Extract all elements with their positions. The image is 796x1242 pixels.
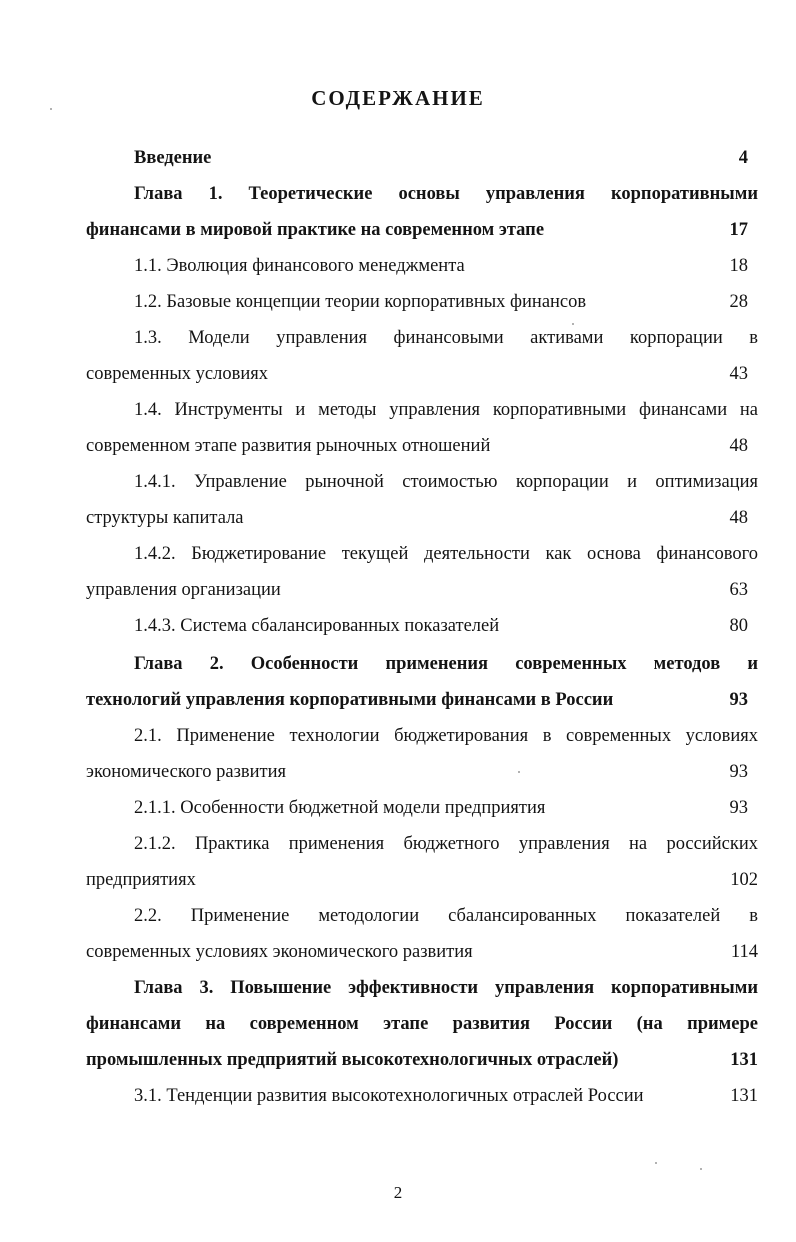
- toc-line: финансами в мировой практике на современном этапе 17: [86, 212, 758, 248]
- toc-page-number: 102: [730, 870, 758, 890]
- toc-entry-2-1: [86, 718, 758, 790]
- toc-line: 1.4. Инструменты и методы управления корпоративными финансами на: [134, 400, 758, 420]
- toc-entry-1-3: [86, 320, 758, 392]
- toc-line: 1.4.2. Бюджетирование текущей деятельности как основа финансового: [134, 544, 758, 564]
- toc-entry-1-1: [86, 248, 758, 284]
- toc-line: 2.1.1. Особенности бюджетной модели предприятия 93: [86, 790, 758, 826]
- toc-page-number: 93: [729, 690, 748, 710]
- toc-line: 2.2. Применение методологии сбалансированных показателей в: [134, 906, 758, 926]
- toc-line: современных условиях экономического развития 114: [86, 934, 758, 970]
- toc-page-number: 80: [729, 616, 748, 636]
- toc-line: промышленных предприятий высокотехнологичных отраслей) 131: [86, 1042, 758, 1078]
- page-number: 2: [393, 1183, 403, 1202]
- toc-page-number: 43: [729, 364, 748, 384]
- toc-line: 1.4.3. Система сбалансированных показателей 80: [86, 608, 758, 644]
- toc-entry-chapter-3: [86, 970, 758, 1078]
- toc-title: СОДЕРЖАНИЕ: [311, 86, 485, 110]
- toc-entry-3-1: [86, 1078, 758, 1114]
- toc-line: современном этапе развития рыночных отношений 48: [86, 428, 758, 464]
- toc-page-number: 18: [729, 256, 748, 276]
- toc-line: Введение 4: [86, 140, 758, 176]
- toc-page-number: 93: [729, 762, 748, 782]
- toc-line: Глава 3. Повышение эффективности управления корпоративными: [134, 978, 758, 998]
- toc-entry-2-1-1: [86, 790, 758, 826]
- toc-entry-chapter-2: [86, 646, 758, 718]
- toc-line: технологий управления корпоративными финансами в России 93: [86, 682, 758, 718]
- toc-entry-1-2: [86, 284, 758, 320]
- toc-entry-1-4-2: [86, 536, 758, 608]
- toc-line: финансами на современном этапе развития России (на примере: [86, 1014, 758, 1034]
- toc-page-number: 4: [738, 148, 748, 168]
- toc-line: 3.1. Тенденции развития высокотехнологичных отраслей России 131: [86, 1078, 758, 1114]
- toc-line: 1.2. Базовые концепции теории корпоративных финансов 28: [86, 284, 758, 320]
- toc-line: современных условиях 43: [86, 356, 758, 392]
- toc-line: Глава 1. Теоретические основы управления корпоративными: [134, 184, 758, 204]
- toc-page-number: 48: [729, 436, 748, 456]
- toc-line: экономического развития 93: [86, 754, 758, 790]
- toc-entry-1-4: [86, 392, 758, 464]
- toc-page-number: 63: [729, 580, 748, 600]
- toc-line: 1.1. Эволюция финансового менеджмента 18: [86, 248, 758, 284]
- toc-page-number: 48: [729, 508, 748, 528]
- toc-entry-1-4-1: [86, 464, 758, 536]
- toc-line: 1.3. Модели управления финансовыми активами корпорации в: [134, 328, 758, 348]
- toc-entry-2-2: [86, 898, 758, 970]
- toc-line: Глава 2. Особенности применения современных методов и: [134, 654, 758, 674]
- toc-line: 2.1. Применение технологии бюджетирования в современных условиях: [134, 726, 758, 746]
- toc-page-number: 114: [730, 942, 758, 962]
- toc-line: 2.1.2. Практика применения бюджетного управления на российских: [134, 834, 758, 854]
- toc-entry-1-4-3: [86, 608, 758, 644]
- toc-line: предприятиях 102: [86, 862, 758, 898]
- toc-line: структуры капитала 48: [86, 500, 758, 536]
- toc-page-number: 131: [730, 1086, 758, 1106]
- toc-page-number: 17: [729, 220, 748, 240]
- toc-entry-introduction: [86, 140, 758, 176]
- toc-page-number: 28: [729, 292, 748, 312]
- toc-page-number: 93: [729, 798, 748, 818]
- toc-entry-chapter-1: [86, 176, 758, 248]
- toc-page-number: 131: [730, 1050, 758, 1070]
- toc-entry-2-1-2: [86, 826, 758, 898]
- toc-line: 1.4.1. Управление рыночной стоимостью корпорации и оптимизация: [134, 472, 758, 492]
- toc-line: управления организации 63: [86, 572, 758, 608]
